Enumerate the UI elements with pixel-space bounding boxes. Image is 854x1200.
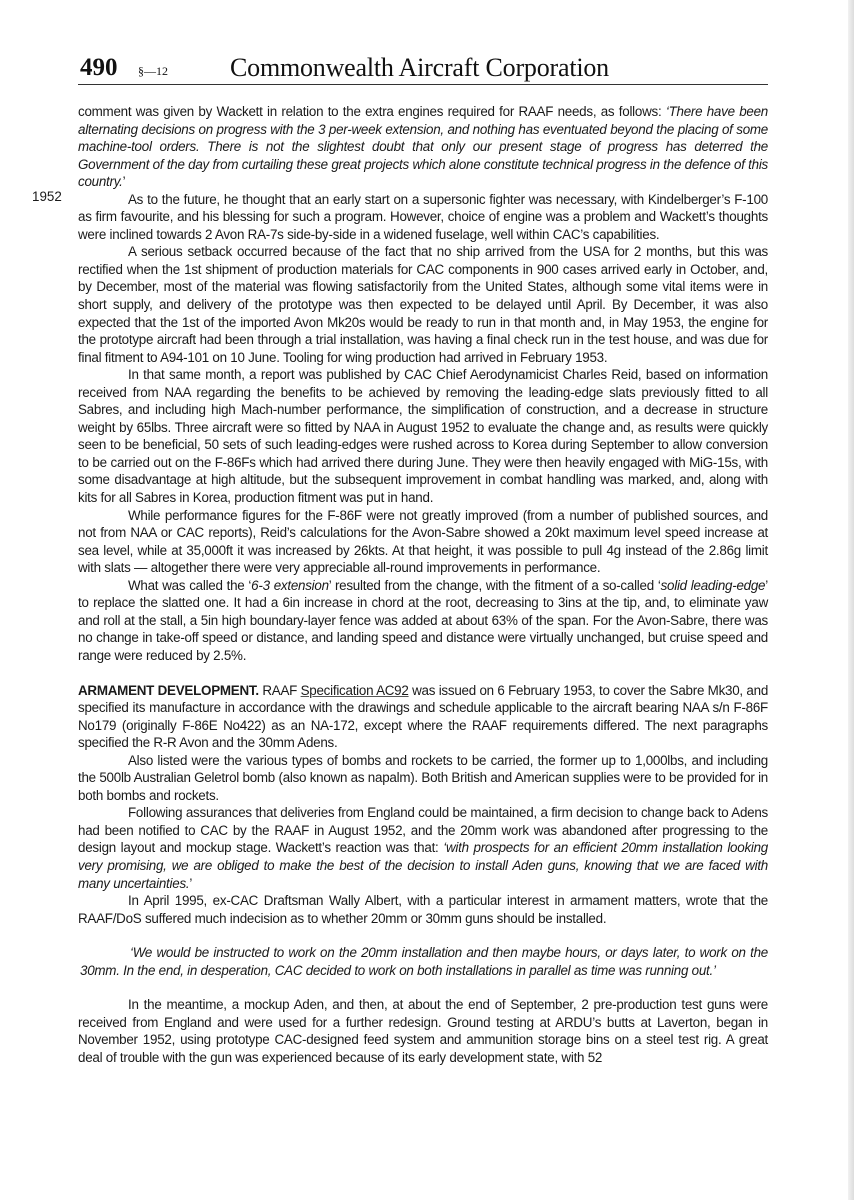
paragraph-6-3-extension [78,577,768,665]
paragraph-performance: While performance figures for the F-86F were not greatly improved (from a number of published sources, and not from NAA or CAC reports), Reid’s calculations for the Avon-Sabre showed a 20kt maximum level speed increase at sea level, while at 35,000ft it was increased by 26kts. At that height, it was possible to pull 4g instead of the 2.86g limit with slats — altogether there were very appreciable all-round improvements in performance. [78,507,768,576]
paragraph-serious-setback: A serious setback occurred because of the fact that no ship arrived from the USA for 2 months, but this was rectified when the 1st shipment of production materials for CAC components in 900 cases arrived early in October, and, by December, most of the material was flowing satisfactorily from the United States, although some vital items were in short supply, and delivery of the prototype was then expected to be delayed until April. By December, it was also expected that the 1st of the imported Avon Mk20s would be ready to run in that month and, in May 1953, the engine for the prototype aircraft had been through a trial installation, was having a final check run in the test house, and was due for final fitment to A94-101 on 10 June. Tooling for wing production had arrived in February 1953. [78,244,768,365]
term-solid-leading-edge: solid leading-edge [660,577,766,593]
paragraph-text: ’ to replace the slatted one. It had a 6in increase in chord at the root, decreasing to 3ins at the tip, and, to eliminate yaw and roll at the stall, a 5in high boundary-layer fence was added at about 63% of the span. For the Avon-Sabre, there was no change in take-off speed or distance, and landing speed and distance were virtually unchanged, but cruise speed and range were reduced by 2.5%. [78,577,768,663]
quote-close: ’ [189,875,193,891]
paragraph-adens-decision [78,804,768,892]
paragraph-supersonic-fighter: As to the future, he thought that an early start on a supersonic fighter was necessary, with Kindelberger’s F-100 as firm favourite, and his blessing for such a program. However, choice of engine was a problem and Wackett’s thoughts were inclined towards 2 Avon RA-7s side-by-side in a widened fuselage, well within CAC’s capabilities. [78,191,768,242]
paragraph-text: Following assurances that deliveries from England could be maintained, a firm decision to change back to Adens had been notified to CAC by the RAAF in August 1952, and the 20mm work was abandoned after progressing to the design layout and mockup stage. Wackett’s reaction was that: [78,805,768,856]
margin-year-note: 1952 [32,189,62,204]
paragraph-wackett-comment [78,103,768,191]
paragraph-bombs-rockets: Also listed were the various types of bombs and rockets to be carried, the former up to 1,000lbs, and including the 500lb Australian Geletrol bomb (also known as napalm). Both British and American supplies were to be provided for in both bombs and rockets. [78,752,768,803]
section-reference: §—12 [138,64,168,78]
paragraph-text: What was called the ‘ [128,577,252,593]
paragraph-mockup-aden: In the meantime, a mockup Aden, and then, at about the end of September, 2 pre-production test guns were received from England and were used for a further redesign. Ground testing at ARDU’s butts at Laverton, began in November 1952, using prototype CAC-designed feed system and ammunition storage bins on a steel test rig. A great deal of trouble with the gun was experienced because of its early development state, with 52 [78,997,768,1065]
quote-close: ’ [122,174,126,190]
block-quote [78,944,768,979]
paragraph-text: ’ resulted from the change, with the fitment of a so-called ‘ [328,577,661,593]
specification-link[interactable]: Specification AC92 [300,682,409,698]
page-header [78,52,768,85]
quotation: ‘with prospects for an efficient 20mm installation looking very promising, we are obliged to make the best of the decision to install Aden guns, knowing that we are faced with many uncertainties. [78,840,769,891]
page-edge-shadow [848,0,854,1200]
paragraph-wally-albert: In April 1995, ex-CAC Draftsman Wally Albert, with a particular interest in armament matters, wrote that the RAAF/DoS suffered much indecision as to whether 20mm or 30mm guns should be installed. [78,893,768,926]
paragraph-text: RAAF [258,682,301,698]
body-text [78,103,768,1066]
term-6-3-extension: 6-3 extension [251,577,329,593]
section-heading: ARMAMENT DEVELOPMENT. [78,682,259,698]
block-quote-text: ‘We would be instructed to work on the 20mm installation and then maybe hours, or days later, to work on the 30mm. In the end, in desperation, CAC decided to work on both installations in parallel as time was running out.’ [80,945,768,978]
page-number: 490 [80,54,118,81]
running-title: Commonwealth Aircraft Corporation [230,53,609,82]
paragraph-text: comment was given by Wackett in relation to the extra engines required for RAAF needs, as follows: [78,104,666,119]
paragraph-reid-report: In that same month, a report was published by CAC Chief Aerodynamicist Charles Reid, based on information received from NAA regarding the benefits to be achieved by removing the leading-edge slats previously fitted to all Sabres, and including high Mach-number performance, the simplification of construction, and a decrease in structure weight by 65lbs. Three aircraft were so fitted by NAA in August 1952 to evaluate the change and, as results were quickly seen to be beneficial, 50 sets of such leading-edges were rushed across to Korea during September to allow conversion to be carried out on the F-86Fs which had arrived there during June. They were then heavily engaged with MiG-15s, with some disadvantage at high altitude, but the subsequent improvement in combat handling was marked, and, along with kits for all Sabres in Korea, production fitment was put in hand. [78,367,768,506]
quotation: ‘There have been alternating decisions on progress with the 3 per-week extension, and nothing has eventuated beyond the placing of some machine-tool orders. There is not the slightest doubt that only our present stage of progress has deterred the Government of the day from curtailing these great projects which alone constitute technical progress in the defence of this country. [78,104,768,190]
paragraph-text: was issued on 6 February 1953, to cover the Sabre Mk30, and specified its manufacture in accordance with the drawings and schedule applicable to the aircraft bearing NAA s/n F-86F No179 (originally F-86E No422) as an NA-172, except where the RAAF requirements differed. The next paragraphs specified the R-R Avon and the 30mm Adens. [78,682,769,751]
paragraph-armament-development [78,682,768,752]
